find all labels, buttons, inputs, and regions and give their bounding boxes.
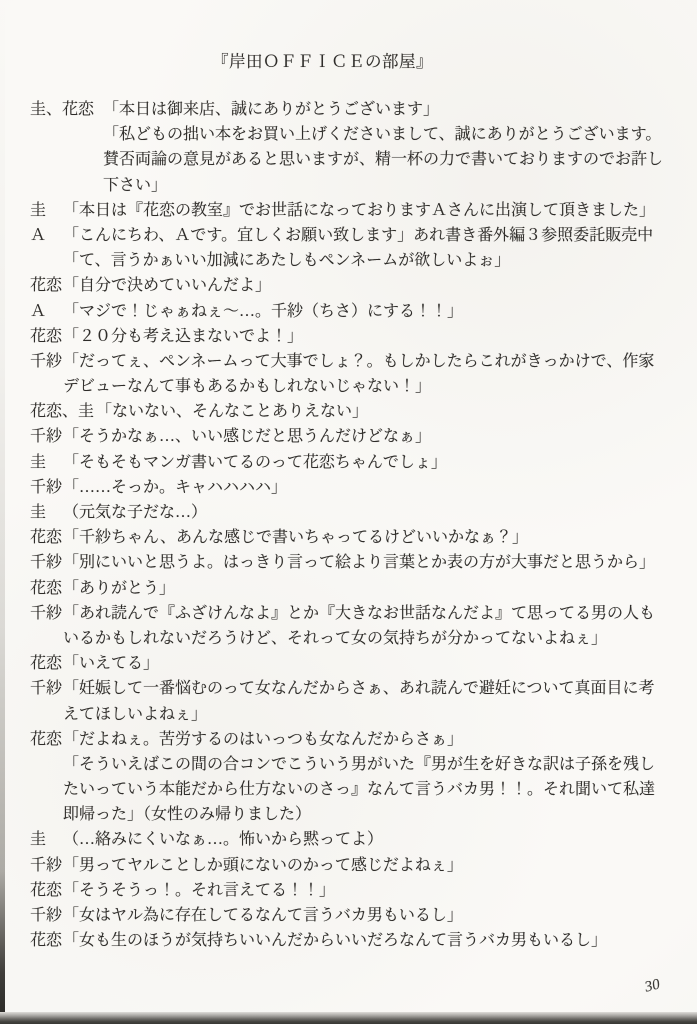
dialogue-line: [30, 223, 697, 248]
dialogue-line: [30, 702, 697, 727]
dialogue-line: [30, 299, 697, 324]
dialogue-line: [30, 475, 697, 500]
dialogue-text: 「だってぇ、ペンネームって大事でしょ？。もしかしたらこれがきっかけで、作家: [63, 352, 655, 370]
dialogue-line: [30, 173, 697, 198]
page-title: 『岸田ＯＦＦＩＣＥの部屋』: [212, 52, 433, 71]
speaker-label: 圭: [30, 201, 47, 219]
page-number: 30: [643, 976, 662, 996]
speaker-label: 千紗: [30, 478, 63, 496]
dialogue-text: 「別にいいと思うよ。はっきり言って絵より言葉とか表の方が大事だと思うから」: [63, 554, 656, 572]
dialogue-text: 「て、言うかぁいい加減にあたしもペンネームが欲しいよぉ」: [63, 252, 511, 270]
dialogue-text: 「だよねぇ。苦労するのはいっつも女なんだからさぁ」: [63, 730, 464, 748]
dialogue-line: [30, 450, 697, 475]
speaker-label: 千紗: [30, 352, 63, 370]
dialogue-text: 「本日は『花恋の教室』でお世話になっておりますＡさんに出演して頂きました」: [63, 201, 656, 219]
dialogue-line: [30, 777, 697, 802]
speaker-label: 千紗: [30, 907, 63, 924]
dialogue-text: 「女はヤル為に存在してるなんて言うバカ男もいるし」: [63, 907, 463, 924]
dialogue-text: えてほしいよねぇ」: [63, 705, 208, 723]
dialogue-line: [30, 727, 697, 752]
dialogue-text: 「女も生のほうが気持ちいいんだからいいだろなんて言うバカ男もいるし」: [63, 932, 608, 950]
dialogue-line: [30, 802, 697, 827]
dialogue-line: [30, 827, 697, 852]
dialogue-text: 「あれ読んで『ふざけんなよ』とか『大きなお世話なんだよ』て思ってる男の人も: [63, 604, 656, 622]
dialogue-line: [30, 324, 697, 349]
dialogue-line: [30, 525, 697, 550]
dialogue-text: 「そうかなぁ…、いい感じだと思うんだけどなぁ」: [63, 428, 432, 446]
speaker-label: 花恋: [30, 579, 63, 597]
dialogue-text: 「２０分も考え込まないでよ！」: [63, 327, 304, 345]
dialogue-text: 「ないない、そんなことありえない」: [96, 403, 369, 421]
dialogue-script: [30, 97, 697, 953]
speaker-label: 花恋: [30, 881, 63, 899]
dialogue-line: [30, 399, 697, 424]
dialogue-text: 「本日は御来店、誠にありがとうございます」: [103, 101, 440, 118]
dialogue-line: [30, 903, 697, 928]
scan-left-edge-shadow: [0, 0, 5, 1013]
dialogue-line: [30, 676, 697, 701]
speaker-label: 花恋: [30, 730, 63, 748]
dialogue-line: [30, 576, 697, 601]
speaker-label: 圭: [30, 831, 47, 849]
dialogue-line: [30, 500, 697, 525]
dialogue-text: 「こんにちわ、Ａです。宜しくお願い致します」あれ書き番外編３参照委託販売中: [63, 226, 654, 244]
dialogue-line: [30, 651, 697, 676]
dialogue-line: [30, 424, 697, 449]
speaker-label: 圭、花恋: [30, 101, 95, 118]
dialogue-line: [30, 273, 697, 298]
dialogue-line: [30, 198, 697, 223]
speaker-label: 花恋: [30, 327, 63, 345]
speaker-label: 花恋: [30, 529, 63, 547]
dialogue-line: [30, 374, 697, 399]
dialogue-line: [30, 248, 697, 273]
dialogue-line: [30, 878, 697, 903]
dialogue-text: たいっていう本能だから仕方ないのさっ』なんて言うバカ男！！。それ聞いて私達: [63, 781, 656, 799]
dialogue-text: 「……そっか。キャハハハハ」: [63, 478, 288, 496]
dialogue-text: （元気な子だな…）: [63, 504, 208, 521]
scan-bottom-edge: [0, 1012, 697, 1024]
dialogue-text: 「妊娠して一番悩むのって女なんだからさぁ、あれ読んで避妊について真面目に考: [63, 680, 655, 698]
speaker-label: 圭: [30, 504, 47, 521]
dialogue-text: 「千紗ちゃん、あんな感じで書いちゃってるけどいいかなぁ？」: [63, 529, 528, 547]
speaker-label: 千紗: [30, 856, 63, 874]
speaker-label: 花恋: [30, 655, 63, 673]
speaker-label: 千紗: [30, 428, 63, 446]
dialogue-text: 即帰った」（女性のみ帰りました）: [63, 806, 312, 824]
dialogue-text: 「そもそもマンガ書いてるのって花恋ちゃんでしょ」: [63, 453, 447, 471]
dialogue-text: いるかもしれないだろうけど、それって女の気持ちが分かってないよねぇ」: [63, 629, 608, 647]
dialogue-line: [30, 601, 697, 626]
dialogue-line: [30, 147, 697, 172]
speaker-label: 花恋: [30, 277, 63, 295]
dialogue-text: 賛否両論の意見があると思いますが、精一杯の力で書いておりますのでお許し: [103, 151, 664, 169]
dialogue-text: 「そういえばこの間の合コンでこういう男がいた『男が生を好きな訳は子孫を残し: [63, 755, 656, 773]
dialogue-text: 下さい」: [103, 176, 168, 194]
dialogue-line: [30, 752, 697, 777]
dialogue-line: [30, 928, 697, 953]
speaker-label: 千紗: [30, 554, 63, 572]
dialogue-line: [30, 97, 697, 122]
dialogue-line: [30, 853, 697, 878]
dialogue-text: 「私どもの拙い本をお買い上げくださいまして、誠にありがとうございます。: [103, 126, 662, 144]
dialogue-line: [30, 349, 697, 374]
dialogue-line: [30, 122, 697, 147]
speaker-label: Ａ: [30, 226, 47, 244]
dialogue-text: 「いえてる」: [63, 655, 160, 673]
speaker-label: 千紗: [30, 680, 63, 698]
dialogue-text: 「ありがとう」: [63, 579, 176, 597]
dialogue-text: 「男ってヤルことしか頭にないのかって感じだよねぇ」: [63, 856, 463, 874]
speaker-label: 花恋、圭: [30, 403, 95, 421]
dialogue-text: 「マジで！じゃぁねぇ～…。千紗（ちさ）にする！！」: [63, 302, 464, 320]
dialogue-text: デビューなんて事もあるかもしれないじゃない！」: [63, 378, 432, 396]
speaker-label: 千紗: [30, 604, 63, 622]
dialogue-line: [30, 626, 697, 651]
dialogue-line: [30, 550, 697, 575]
speaker-label: 圭: [30, 453, 47, 471]
speaker-label: 花恋: [30, 932, 63, 950]
dialogue-text: 「自分で決めていいんだよ」: [63, 277, 272, 295]
dialogue-text: 「そうそうっ！。それ言えてる！！」: [63, 881, 336, 899]
dialogue-text: （…絡みにくいなぁ…。怖いから黙ってよ）: [63, 831, 384, 849]
speaker-label: Ａ: [30, 302, 47, 320]
